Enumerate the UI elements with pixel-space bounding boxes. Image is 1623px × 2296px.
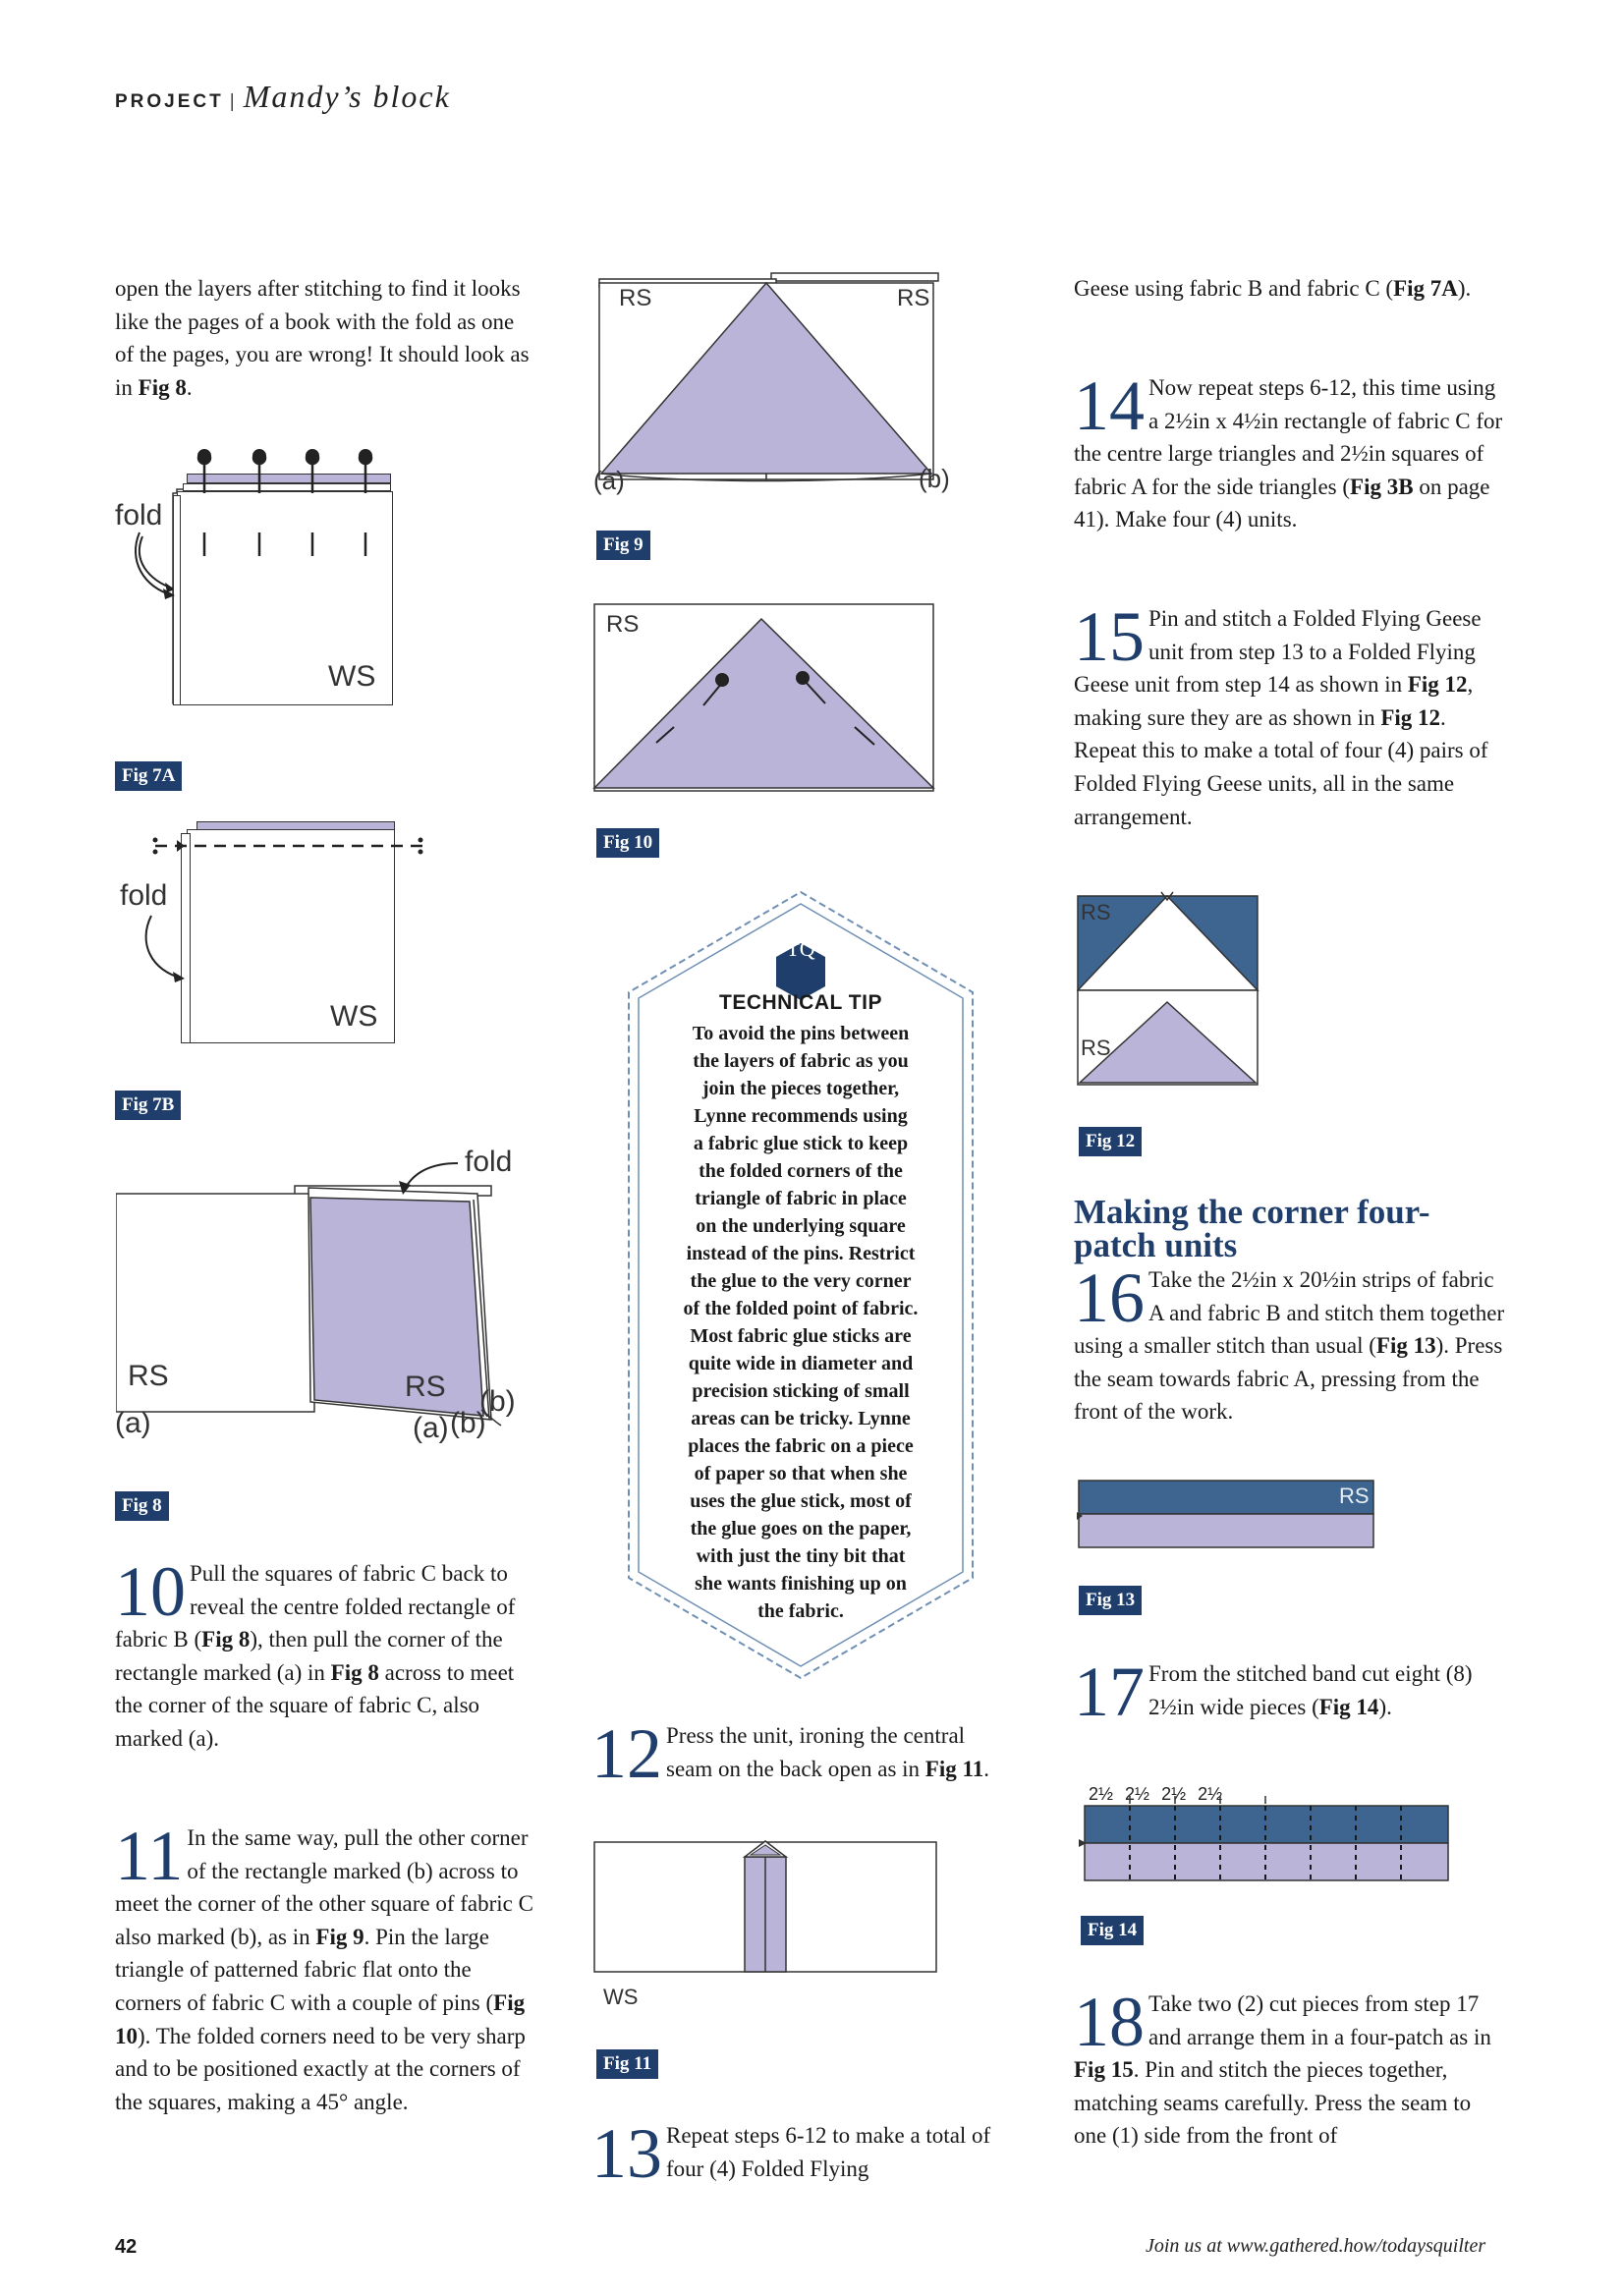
step-16: 16 Take the 2½in x 20½in strips of fabric A and fabric B and stitch them together using a smaller stitch than usual (Fig 13). Press the seam towards fabric A, pressing from the front of the work. — [1074, 1259, 1505, 1425]
fig8-a-right: (a) — [413, 1412, 449, 1444]
fig7b-fold-arrow — [118, 914, 196, 992]
header-title: Mandy’s block — [243, 79, 451, 114]
fig14-label: Fig 14 — [1081, 1916, 1144, 1945]
step-18: 18 Take two (2) cut pieces from step 17 and arrange them in a four-patch as in Fig 15. Pin and stitch the pieces together, matching seams carefully. Press the seam to one (1) side from the front of — [1074, 1983, 1491, 2149]
fig8-fold-label: fold — [465, 1146, 513, 1178]
col3-continuation: Geese using fabric B and fabric C (Fig 7A). — [1074, 276, 1472, 301]
fig8-a-left: (a) — [115, 1407, 151, 1439]
fig8-b-lower: (b) — [450, 1407, 486, 1439]
fig7a-label: Fig 7A — [115, 761, 182, 791]
fig9-label: Fig 9 — [596, 531, 650, 560]
fig7a-fold-label: fold — [115, 499, 163, 532]
fig10-diagram — [589, 599, 943, 796]
step-17-number: 17 — [1074, 1652, 1145, 1731]
fig10-label: Fig 10 — [596, 828, 659, 858]
fig7b-ws-label: WS — [330, 1000, 378, 1033]
step-15: 15 Pin and stitch a Folded Flying Geese unit from step 13 to a Folded Flying Geese unit from step 14 as shown in Fig 12, making sure they are as shown in Fig 12. Repeat this to make a total of four (4) pairs of Folded Flying Geese units, all in the same arrangement. — [1074, 597, 1488, 829]
fig8-b-upper: (b) — [479, 1385, 516, 1418]
step-11: 11 In the same way, pull the other corner of the rectangle marked (b) across to meet the corner of the other square of fabric C also marked (b), as in Fig 9. Pin the large triangle of patterned fabric flat onto the corners of fabric C with a couple of pins (Fig 10). The folded corners need to be very sharp and to be positioned exactly at the corners of the squares, making a 45° angle. — [115, 1817, 533, 2114]
fig11-ws: WS — [603, 1985, 639, 2009]
fig12-label: Fig 12 — [1079, 1127, 1142, 1156]
fig8-rs-left: RS — [128, 1360, 169, 1392]
header-section: PROJECT — [115, 91, 224, 112]
running-header — [115, 79, 451, 115]
fig7a-fold-arrow — [118, 531, 187, 609]
col1-intro: open the layers after stitching to find it looks like the pages of a book with the fold as one of the pages, you are wrong! It should look as in Fig 8. — [115, 276, 530, 400]
footer-link[interactable]: Join us at www.gathered.how/todaysquilter — [1146, 2235, 1486, 2257]
fig7a-ws-label: WS — [328, 660, 376, 693]
fig7b-stitch-line — [147, 830, 432, 860]
fig13-diagram — [1077, 1479, 1383, 1557]
step-18-number: 18 — [1074, 1983, 1145, 2061]
step-12: 12 Press the unit, ironing the central seam on the back open as in Fig 11. — [591, 1714, 989, 1793]
tip-title: TECHNICAL TIP — [719, 991, 882, 1014]
fig14-marks: 2½ 2½ 2½ 2½ — [1089, 1784, 1223, 1804]
step-17: 17 From the stitched band cut eight (8) 2½in wide pieces (Fig 14). — [1074, 1652, 1473, 1731]
fig7b-fold-label: fold — [120, 879, 168, 912]
step-10: 10 Pull the squares of fabric C back to reveal the centre folded rectangle of fabric B (Fig 8), then pull the corner of the rectangle marked (a) in Fig 8 across to meet the corner of the square of fabric C, also marked (a). — [115, 1552, 516, 1751]
step-10-number: 10 — [115, 1552, 186, 1631]
step-14-number: 14 — [1074, 366, 1145, 445]
fig8-fold-arrow — [393, 1149, 472, 1199]
step-13-number: 13 — [591, 2114, 662, 2193]
fig8-rs-right: RS — [405, 1371, 446, 1403]
step-12-number: 12 — [591, 1714, 662, 1793]
header-separator: | — [229, 91, 238, 112]
step-11-number: 11 — [115, 1817, 184, 1895]
fig9-a: (a) — [593, 466, 625, 495]
tip-logo: TQ — [786, 936, 815, 961]
fig8-diagram — [116, 1174, 529, 1439]
fig7b-label: Fig 7B — [115, 1091, 181, 1120]
fig13-label: Fig 13 — [1079, 1586, 1142, 1615]
fig9-rs-right: RS — [897, 285, 930, 311]
step-14: 14 Now repeat steps 6-12, this time using a 2½in x 4½in rectangle of fabric C for the centre large triangles and 2½in squares of fabric A for the side triangles (Fig 3B on page 41). Make four (4) units. — [1074, 366, 1503, 532]
tip-body: To avoid the pins between the layers of fabric as you join the pieces together, Lynne recommends using a fabric glue stick to keep the folded corners of the triangle of fabric in place on the underlying square instead of the pins. Restrict the glue to the very corner of the folded point of fabric. Most fabric glue sticks are quite wide in diameter and precision sticking of small areas can be tricky. Lynne places the fabric on a piece of paper so that when she uses the glue stick, most of the glue goes on the paper, with just the tiny bit that she wants finishing up on the fabric. — [683, 1023, 919, 1622]
page-number: 42 — [115, 2236, 138, 2258]
section-title: Making the corner four-patch units — [1074, 1193, 1430, 1264]
fig14-diagram — [1077, 1796, 1455, 1886]
fig8-label: Fig 8 — [115, 1491, 169, 1521]
step-16-number: 16 — [1074, 1259, 1145, 1337]
fig13-rs: RS — [1339, 1484, 1370, 1508]
step-15-number: 15 — [1074, 597, 1145, 676]
fig12-rs-top: RS — [1081, 900, 1111, 924]
fig11-label: Fig 11 — [596, 2049, 658, 2079]
step-13: 13 Repeat steps 6-12 to make a total of four (4) Folded Flying — [591, 2114, 991, 2193]
fig9-rs-left: RS — [619, 285, 652, 311]
fig10-rs: RS — [606, 611, 640, 638]
fig12-rs-bottom: RS — [1081, 1036, 1111, 1060]
fig7a-pins — [173, 442, 409, 589]
fig11-diagram — [589, 1837, 943, 1985]
fig9-b: (b) — [919, 464, 950, 493]
